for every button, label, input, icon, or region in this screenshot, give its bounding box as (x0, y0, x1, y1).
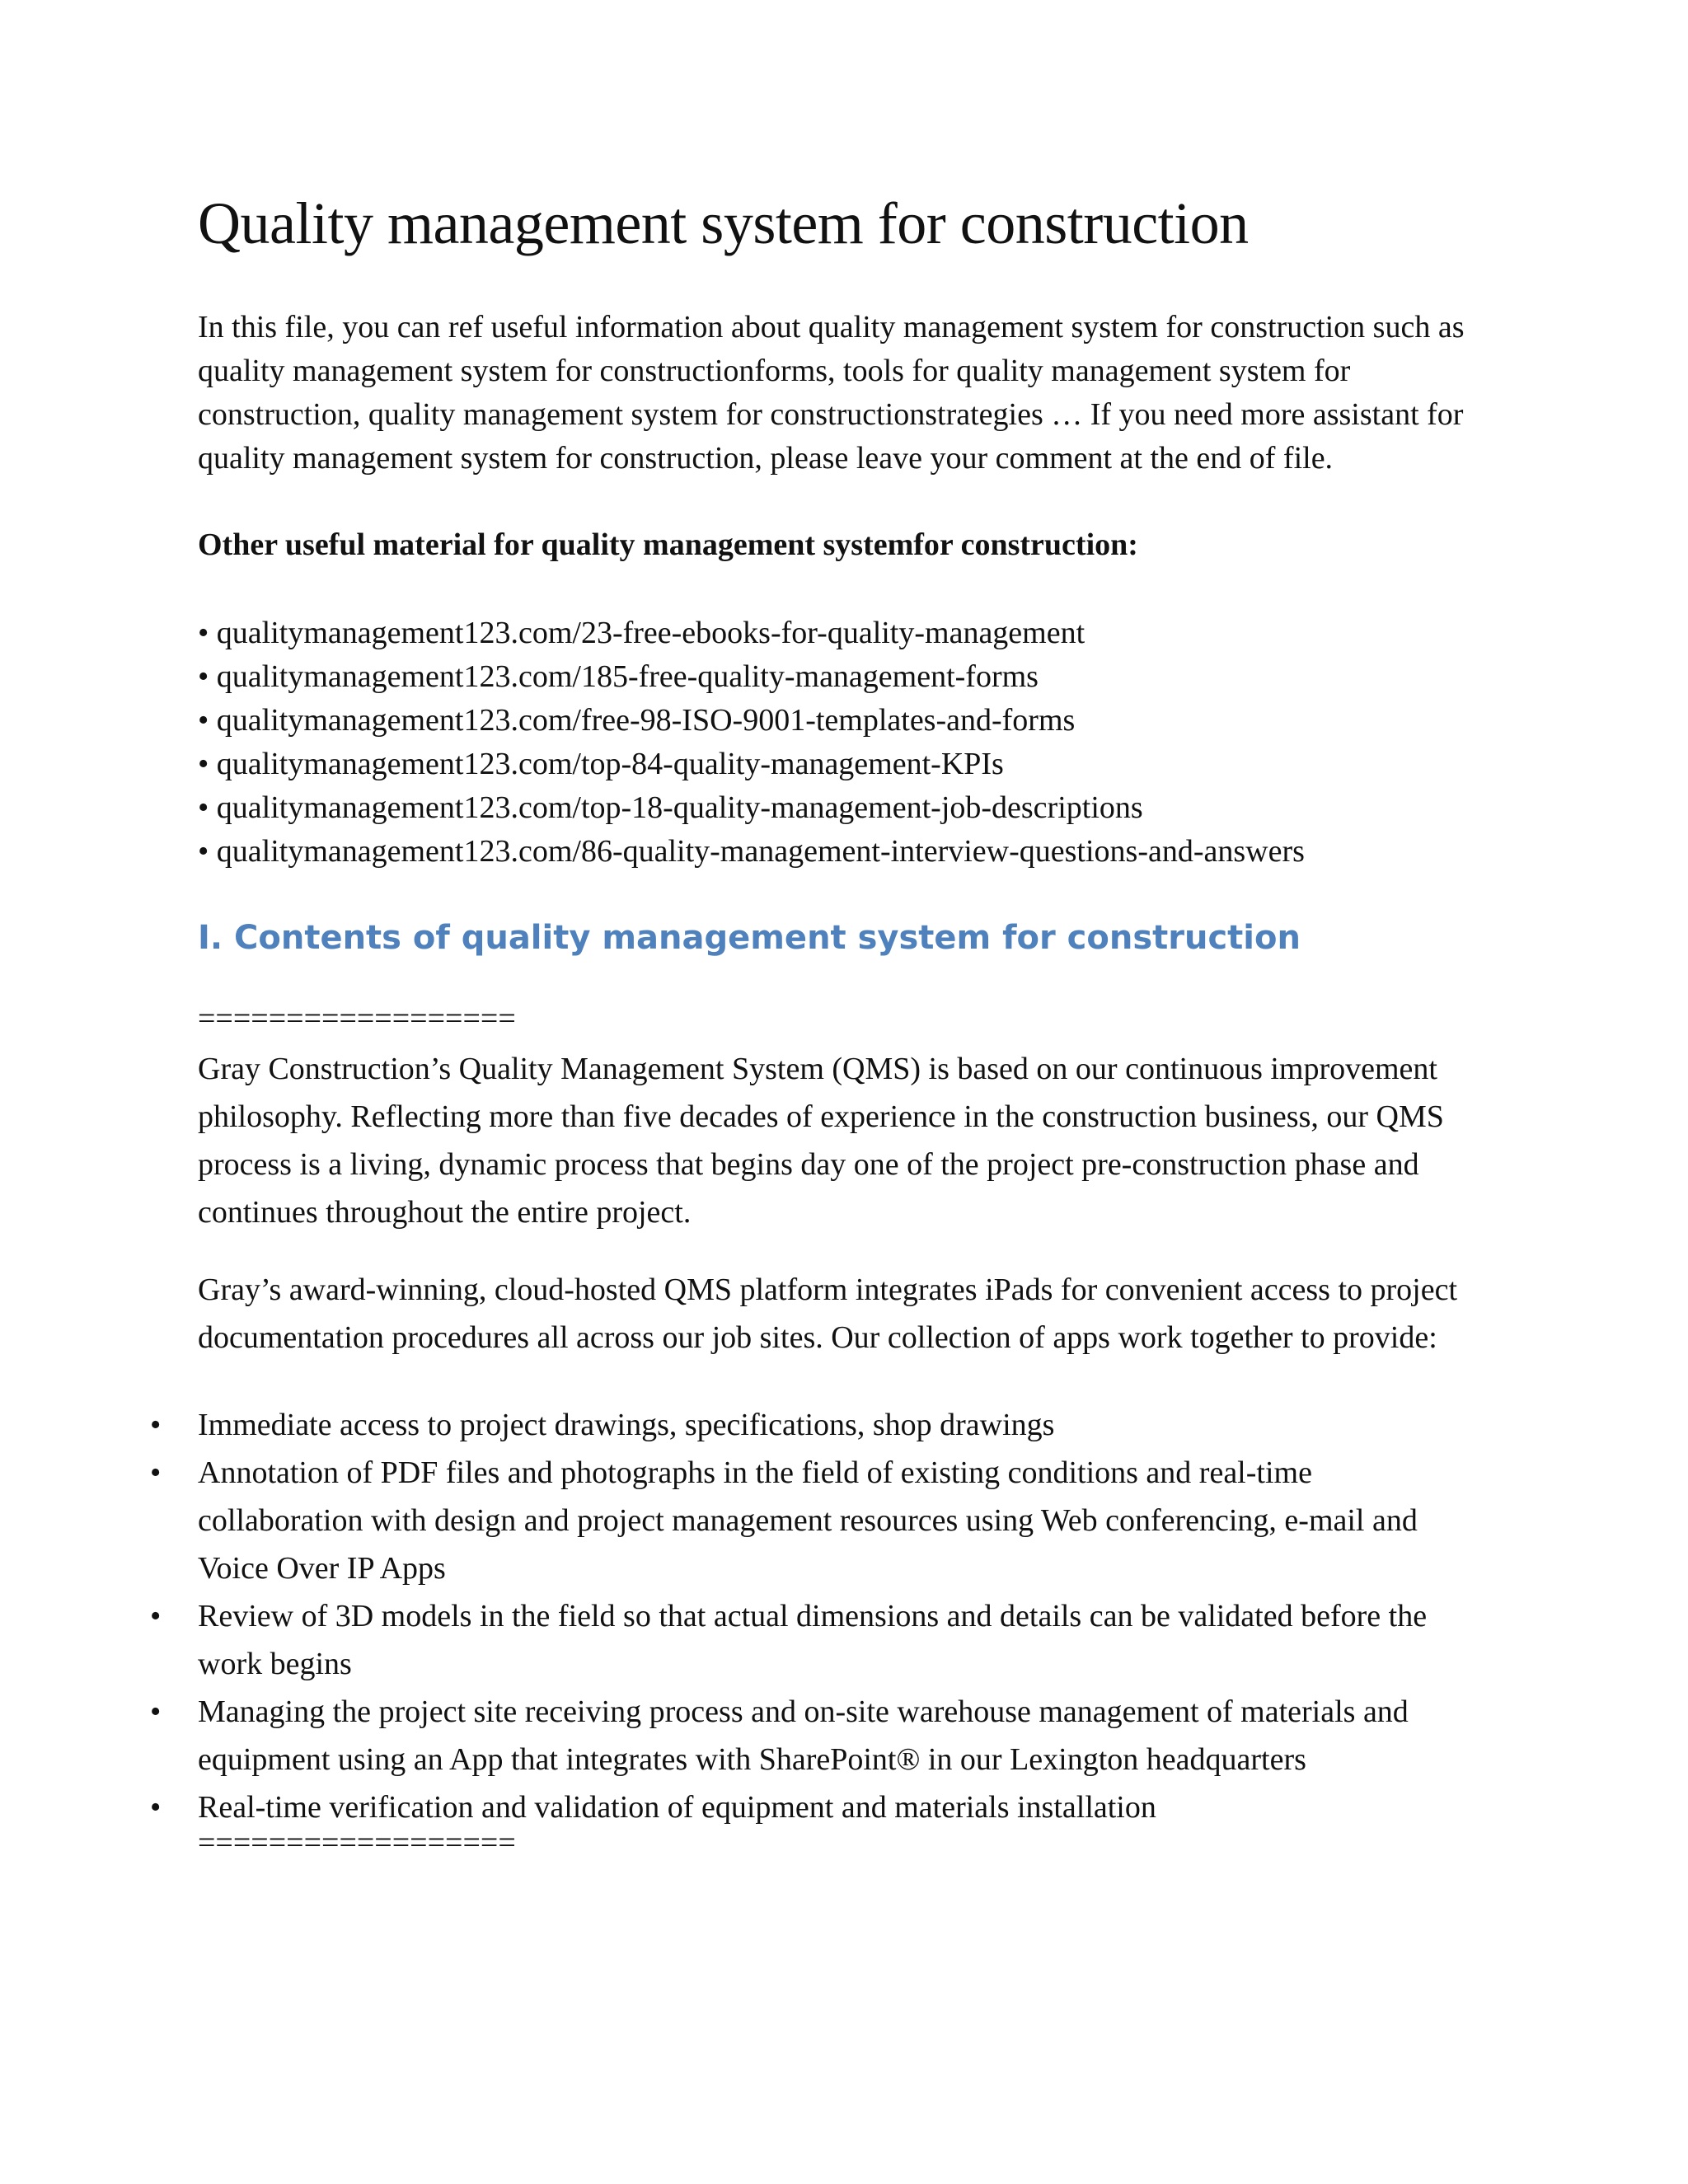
intro-paragraph: In this file, you can ref useful information about quality management system for construction such as quality management system for constructionforms, tools for quality management system for construction, quality management system for constructionstrategies … If you need more assistant for quality management system for construction, please leave your comment at the end of file. (198, 309, 1465, 476)
bullet-icon: • (150, 1694, 162, 1729)
list-item (150, 1449, 1484, 1592)
list-item (150, 1401, 1484, 1449)
materials-link[interactable]: • qualitymanagement123.com/top-84-quality-management-KPIs (198, 746, 1004, 781)
divider-top: ================== (198, 1001, 516, 1036)
bullet-icon: • (150, 1455, 162, 1490)
bullet-icon: • (150, 1789, 162, 1825)
feature-list-wrapper (150, 1401, 1484, 1831)
list-item-text: Real-time verification and validation of equipment and materials installation (198, 1789, 1156, 1825)
list-item (150, 1688, 1484, 1783)
divider-bottom: ================== (198, 1825, 516, 1860)
list-item-text: Immediate access to project drawings, specifications, shop drawings (198, 1407, 1055, 1442)
materials-link[interactable]: • qualitymanagement123.com/86-quality-management-interview-questions-and-answers (198, 833, 1305, 869)
bullet-icon: • (150, 1598, 162, 1633)
bullet-icon: • (150, 1407, 162, 1442)
materials-link[interactable]: • qualitymanagement123.com/185-free-quality-management-forms (198, 658, 1039, 694)
body-paragraph-2: Gray’s award-winning, cloud-hosted QMS platform integrates iPads for convenient access to project documentation procedures all across our job sites. Our collection of apps work together to provide: (198, 1272, 1458, 1355)
section-heading: I. Contents of quality management system for construction (198, 918, 1301, 957)
body-paragraph-1: Gray Construction’s Quality Management System (QMS) is based on our continuous improvement philosophy. Reflecting more than five decades of experience in the construction business, our QMS process is a living, dynamic process that begins day one of the project pre-construction phase and continues throughout the entire project. (198, 1051, 1444, 1230)
feature-list (150, 1401, 1484, 1831)
materials-link[interactable]: • qualitymanagement123.com/free-98-ISO-9001-templates-and-forms (198, 702, 1076, 738)
materials-link[interactable]: • qualitymanagement123.com/23-free-ebooks-for-quality-management (198, 615, 1085, 650)
list-item-text: Review of 3D models in the field so that actual dimensions and details can be validated before the work begins (198, 1598, 1428, 1681)
page-title: Quality management system for construction (198, 190, 1249, 256)
document-page (150, 190, 1484, 1869)
list-item (150, 1592, 1484, 1688)
list-item (150, 1783, 1484, 1831)
list-item-text: Annotation of PDF files and photographs in the field of existing conditions and real-time collaboration with design and project management resources using Web conferencing, e-mail and Voice Over IP Apps (198, 1455, 1418, 1586)
materials-heading: Other useful material for quality management systemfor construction: (198, 527, 1138, 562)
list-item-text: Managing the project site receiving process and on-site warehouse management of materials and equipment using an App that integrates with SharePoint® in our Lexington headquarters (198, 1694, 1409, 1777)
materials-link[interactable]: • qualitymanagement123.com/top-18-quality-management-job-descriptions (198, 790, 1143, 825)
materials-link-list (198, 612, 1484, 874)
